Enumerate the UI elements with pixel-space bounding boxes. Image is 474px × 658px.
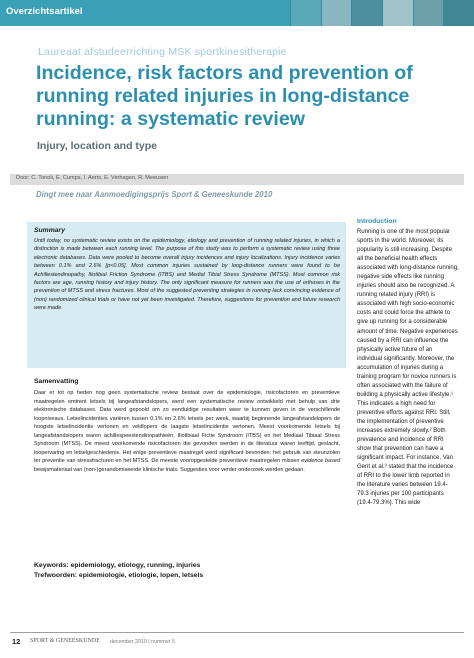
header-photo: [382, 0, 413, 26]
samenvatting-text: [34, 389, 340, 474]
award-note: Dingt mee naar Aanmoedigingsprijs Sport & Geneeskunde 2010: [36, 190, 273, 199]
article-authors: Door: C. Tonoli, E. Cumps, I. Aerts, E. Verhagen, R. Meeusen: [16, 175, 169, 181]
header-photo: [290, 0, 321, 26]
article-title: Incidence, risk factors and prevention of running related injuries in long-distance running: a systematic review: [36, 62, 413, 130]
samenvatting-heading: Samenvatting: [34, 378, 79, 385]
keywords-block: [34, 561, 340, 580]
samenvatting-text-part: bewijsmateriaal van (non-)gerandomiseerde klinische trials. Suggesties voor verder onderzoek werden gedaan.: [34, 466, 305, 473]
summary-heading: Summary: [34, 227, 65, 234]
issue-info: december 2010 | nummer 5: [110, 639, 175, 645]
keywords-en: Keywords: epidemiology, etiology, running, injuries: [34, 562, 201, 569]
section-label: Overzichtsartikel: [6, 6, 83, 17]
keywords-nl: Trefwoorden: epidemiologie, etiologie, lopen, letsels: [34, 571, 204, 579]
journal-name: SPORT & GENEESKUNDE: [30, 638, 100, 644]
summary-text: Until today, no systematic review exists on the epidemiology, etiology and prevention of running related injuries, in which a distinction is made between each running level. The purpose of this study was to perform a systematic review using three electronic databases. Data were pooled to become overall injury incidences and injury localizations. Injury incidence varies between 0.1% and 2.6% [p<0.05]. Most common injuries sustained by long-distance runners were found to be Achillestendinopathy, Iliotibial Friction Syndrome (ITBS) and Medial Tibial Stress Syndrome (MTSS). Most common risk factors are age, running history and injury history. The only significant measure for runners was the use of orthoses in the prevention of MTSS and stress fractures. Most of the suggested preventing strategies in running lack convincing evidence of (non) randomized clinical trials or have not yet been investigated. Therefore, suggestions for prevention and future research were made.: [34, 238, 340, 312]
samenvatting-emphasis: evidence based: [301, 458, 341, 464]
article-subtitle: Injury, location and type: [37, 140, 157, 152]
header-photo: [351, 0, 382, 26]
samenvatting-text-part: Daar er tot op heden nog geen systematische review bestaat over de epidemiologie, risicofactoren en preventieve maatregelen omtrent letsels bij langeafstandslopers, werd een systematische review ontwikkeld met behulp van drie elektronische databases. Data werd gepoold om zo eenduidige resultaten weer te kunnen geven in de verschillende loopniveaus. Letselincidenties variëren tussen 0,1% en 2,6% letsels per week, waarbij beginnende langeafstandslopers de hoogste letselincidentie vertonen en veldlopers de laagste letselincidentie vertonen. Meest voorkomende letsels bij langeafstandslopers waren achillespeestendinopathieën, Iliotibiaal Fictie Syndroom (ITBS) en het Mediaal Tibiaal Stress Syndroom (MTSS). De meest voorkomende risicofactoren die gevonden werden in de literatuur waren leeftijd, geslacht, loopervaring en letselgeschiedenis. Het enige preventieve maatregel werd significant bevonden: het gebruik van steunzolen ter preventie van stressfracturen en het MTSS. De meeste vooropgestelde preventieve maatregelen missen: [34, 390, 340, 464]
header-photo: [413, 0, 444, 26]
header-photo: [321, 0, 352, 26]
article-kicker: Laureaat afstudeerrichting MSK sportkinesitherapie: [38, 46, 287, 58]
page-number: 12: [12, 637, 21, 646]
footer-rule: [10, 632, 464, 633]
introduction-text: Running is one of the most popular sports in the world. Moreover, its popularity is still increasing. Despite all the beneficial health effects associated with long-distance running, negative side effects like running injuries should also be recognized. A running related injury (RRI) is associated with high socio-economic costs and could force the athlete to give up running for a considerable amount of time. Negative experiences caused by a RRI can influence the physically active future of an individual significantly. Moreover, the accumulation of injuries during a training program for novice runners is often associated with the failure of building a physically active lifestyle.¹ This indicates a high need for preventive efforts against RRI. Still, the implementation of preventive increases extremely slowly.² Both prevalence and incidence of RRI show that prevention can have a significant impact. For instance, Van Gent et al.³ stated that the incidence of RRI to the lower limb reported in the literature varies between 19.4-79.3 injuries per 100 participants (19.4-79.3%). This wide: [357, 229, 459, 507]
header-photo: [443, 0, 474, 26]
introduction-heading: Introduction: [357, 218, 397, 225]
header-photo-strip: [290, 0, 474, 26]
